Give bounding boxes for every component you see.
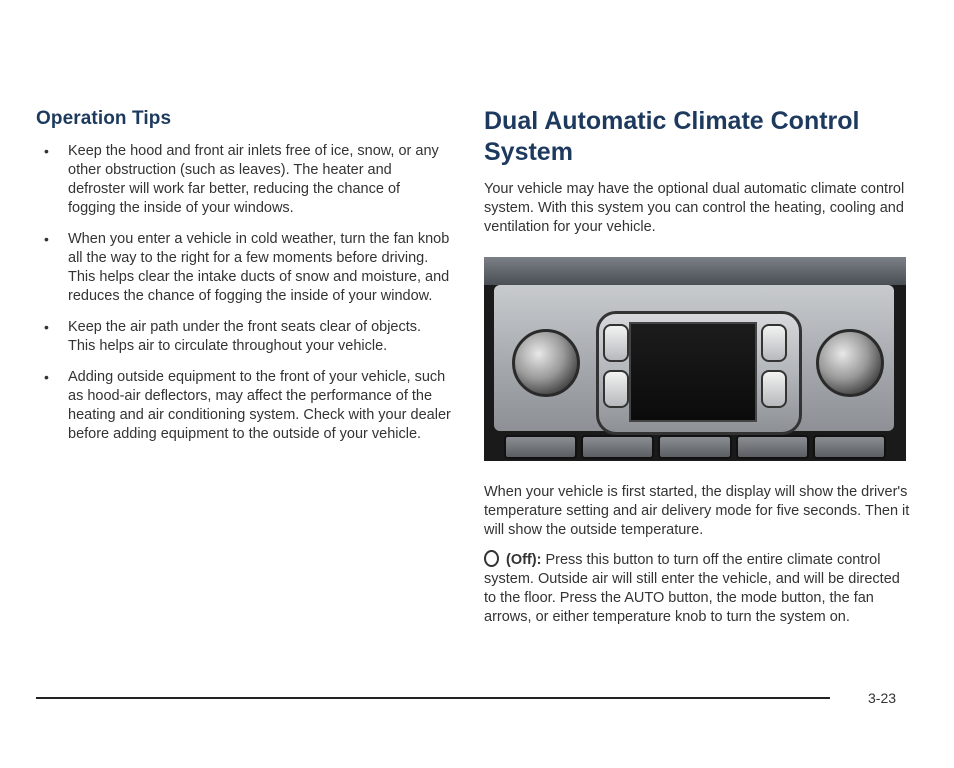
tip-item: [36, 368, 451, 444]
tip-text: Keep the hood and front air inlets free of ice, snow, or any other obstruction (such as leaves). The heater and defroster will work far better, reducing the chance of fogging the inside of your windows.: [68, 143, 439, 216]
bullet-icon: •: [44, 369, 49, 385]
off-paragraph: [484, 550, 914, 627]
panel-face: [494, 285, 894, 431]
climate-control-panel-photo: [484, 257, 906, 461]
tip-item: [36, 142, 451, 218]
panel-trim: [484, 257, 906, 285]
display-screen: [629, 322, 757, 422]
panel-button: [761, 370, 787, 408]
tip-text: Adding outside equipment to the front of your vehicle, such as hood-air deflectors, may affect the performance of the heating and air conditioning system. Check with your dealer before adding equipment to the outside of your vehicle.: [68, 369, 451, 442]
panel-button: [504, 435, 577, 459]
page-number: 3-23: [868, 690, 897, 706]
intro-paragraph: Your vehicle may have the optional dual automatic climate control system. With this system you can control the heating, cooling and ventilation for your vehicle.: [484, 181, 905, 235]
footer-rule: [36, 697, 830, 699]
panel-button: [603, 324, 629, 362]
tip-text: Keep the air path under the front seats clear of objects. This helps air to circulate throughout your vehicle.: [68, 319, 422, 354]
operation-tips-section: [36, 108, 451, 456]
climate-control-section: [484, 106, 914, 637]
panel-button: [581, 435, 654, 459]
panel-button-row: [504, 435, 886, 459]
operation-tips-heading: Operation Tips: [36, 108, 172, 129]
off-label: (Off):: [506, 552, 542, 568]
tips-list: [36, 142, 451, 444]
bullet-icon: •: [44, 231, 49, 247]
bullet-icon: •: [44, 143, 49, 159]
power-off-icon: [484, 550, 499, 567]
display-paragraph: When your vehicle is first started, the display will show the driver's temperature setting and air delivery mode for five seconds. Then it will show the outside temperature.: [484, 484, 910, 538]
section-title: Dual Automatic Climate Control System: [484, 107, 860, 166]
driver-temperature-knob: [512, 329, 580, 397]
tip-item: [36, 230, 451, 306]
tip-item: [36, 318, 451, 356]
passenger-temperature-knob: [816, 329, 884, 397]
bullet-icon: •: [44, 319, 49, 335]
panel-button: [603, 370, 629, 408]
panel-button: [761, 324, 787, 362]
panel-button: [813, 435, 886, 459]
off-description: Press this button to turn off the entire climate control system. Outside air will still enter the vehicle, and will be directed to the floor. Press the AUTO button, the mode button, the fan arrows, or either temperature knob to turn the system on.: [484, 552, 900, 625]
tip-text: When you enter a vehicle in cold weather, turn the fan knob all the way to the right for a few moments before driving. This helps clear the intake ducts of snow and moisture, and reduces the chance of fogging the inside of your window.: [68, 231, 450, 304]
display-housing: [596, 311, 802, 435]
panel-button: [736, 435, 809, 459]
panel-button: [658, 435, 731, 459]
